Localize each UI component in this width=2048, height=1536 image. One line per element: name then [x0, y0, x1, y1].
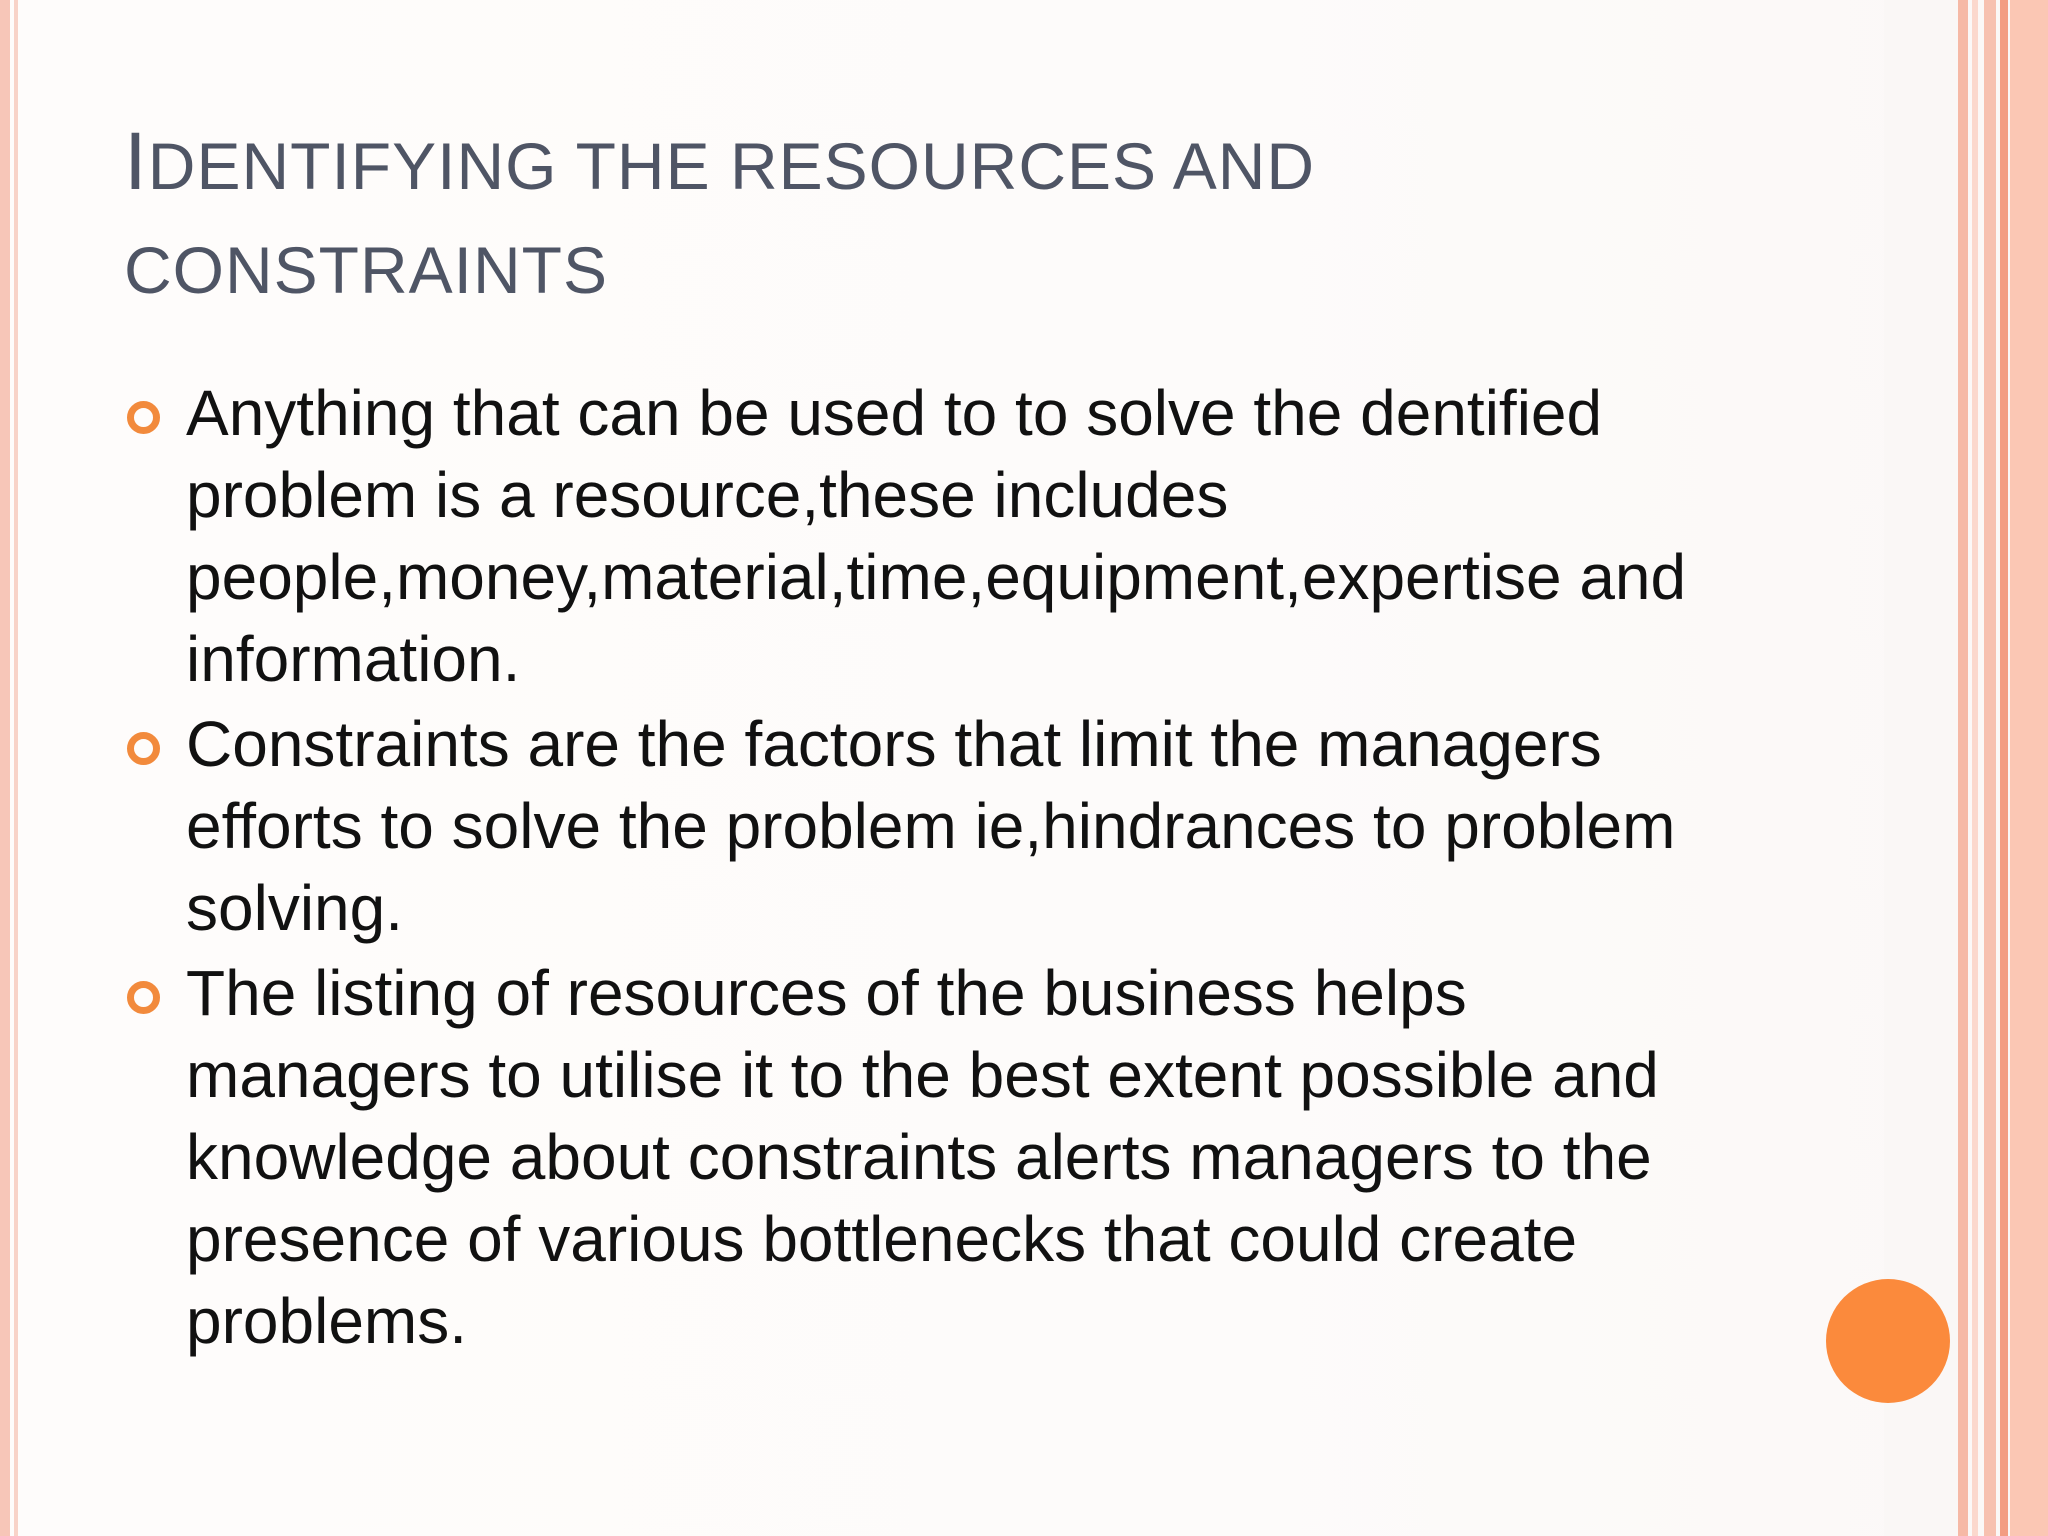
left-border-stripe [0, 0, 10, 1536]
bullet-text: Constraints are the factors that limit the managers efforts to solve the problem ie,hindrances to problem solving. [186, 708, 1676, 944]
right-border-stripe-4 [2000, 0, 2008, 1536]
right-border-stripe-2 [1972, 0, 1978, 1536]
slide-title [124, 110, 1724, 322]
right-border-stripe-5 [2010, 0, 2048, 1536]
title-line-2: CONSTRAINTS [124, 233, 609, 307]
title-line-1 [124, 116, 1316, 207]
right-border-stripe-1 [1958, 0, 1968, 1536]
title-line-1-rest: DENTIFYING THE RESOURCES AND [147, 129, 1316, 203]
title-first-letter: I [124, 116, 148, 207]
right-border-stripe-3 [1984, 0, 1996, 1536]
bullet-text: The listing of resources of the business helps managers to utilise it to the best extent possible and knowledge about constraints alerts managers to the presence of various bottlenecks that could create problems. [186, 957, 1659, 1357]
bullet-item [124, 703, 1724, 949]
ring-bullet-icon [127, 401, 160, 434]
ring-bullet-icon [127, 732, 160, 765]
bullet-text: Anything that can be used to to solve the dentified problem is a resource,these includes people,money,material,time,equipment,expertise and information. [186, 377, 1687, 695]
ring-bullet-icon [127, 981, 160, 1014]
decorative-orange-circle [1826, 1279, 1950, 1403]
bullet-item [124, 952, 1724, 1362]
left-border-stripe-thin [14, 0, 18, 1536]
bullet-item [124, 372, 1724, 700]
bullet-list [124, 372, 1724, 1365]
